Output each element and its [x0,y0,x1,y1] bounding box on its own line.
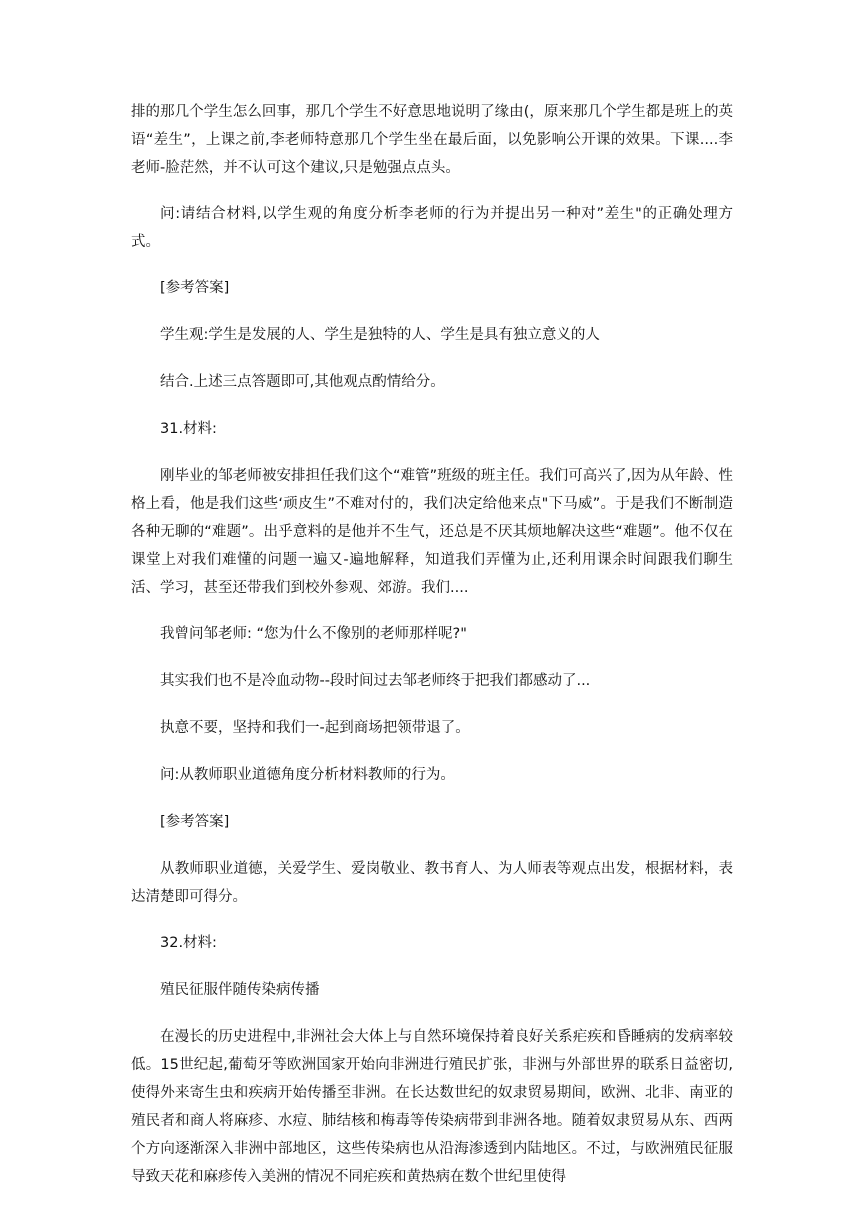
material-paragraph: 在漫长的历史进程中,非洲社会大体上与自然环境保持着良好关系疟疾和昏睡病的发病率较低。15世纪起,葡萄牙等欧洲国家开始向非洲进行殖民扩张，非洲与外部世界的联系日益密切,使得外来寄生虫和疾病开始传播至非洲。在长达数世纪的奴隶贸易期间，欧洲、北非、南亚的殖民者和商人将麻疹、水痘、肺结核和梅毒等传染病带到非洲各地。随着奴隶贸易从东、西两个方向逐渐深入非洲中部地区，这些传染病也从沿海渗透到内陆地区。不过，与欧洲殖民征服导致天花和麻疹传入美洲的情况不同疟疾和黄热病在数个世纪里使得 [131,1029,733,1185]
paragraph-continuation: 排的那几个学生怎么回事，那几个学生不好意思地说明了缘由(，原来那几个学生都是班上的英语“差生”，上课之前,李老师特意那几个学生坐在最后面，以免影响公开课的效果。下课....李老师-脸茫然，并不认可这个建议,只是勉强点点头。 [131,104,733,176]
question-paragraph: 问:从教师职业道德角度分析材料教师的行为。 [160,767,455,783]
answer-paragraph: 从教师职业道德，关爱学生、爱岗敬业、教书育人、为人师表等观点出发，根据材料，表达清楚即可得分。 [131,861,733,905]
reference-answer-heading: [参考答案] [160,814,230,830]
document-body [131,98,733,1209]
question-paragraph: 问:请结合材料,以学生观的角度分析李老师的行为并提出另一种对”差生"的正确处理方式。 [131,206,733,250]
material-paragraph: 我曾问邹老师: “您为什么不像别的老师那样呢?" [160,626,467,642]
material-title: 殖民征服伴随传染病传播 [160,982,320,998]
material-paragraph: 执意不要，坚持和我们一-起到商场把领带退了。 [160,720,470,736]
answer-paragraph: 学生观:学生是发展的人、学生是独特的人、学生是具有独立意义的人 [160,327,600,343]
section-heading-32: 32.材料: [160,935,217,951]
section-heading-31: 31.材料: [160,421,217,437]
material-paragraph: 其实我们也不是冷血动物--段时间过去邹老师终于把我们都感动了... [160,673,591,689]
material-paragraph: 刚毕业的邹老师被安排担任我们这个“难管”班级的班主任。我们可高兴了,因为从年龄、性格上看，他是我们这些‘顽皮生”不难对付的，我们决定给他来点"下马威”。于是我们不断制造各种无聊的“难题”。出乎意料的是他并不生气，还总是不厌其烦地解决这些“难题”。他不仅在课堂上对我们难懂的问题一遍又-遍地解释，知道我们弄懂为止,还利用课余时间跟我们聊生活、学习，甚至还带我们到校外参观、郊游。我们.... [131,468,733,596]
answer-paragraph: 结合.上述三点答题即可,其他观点酌情给分。 [160,374,445,390]
reference-answer-heading: [参考答案] [160,280,230,296]
